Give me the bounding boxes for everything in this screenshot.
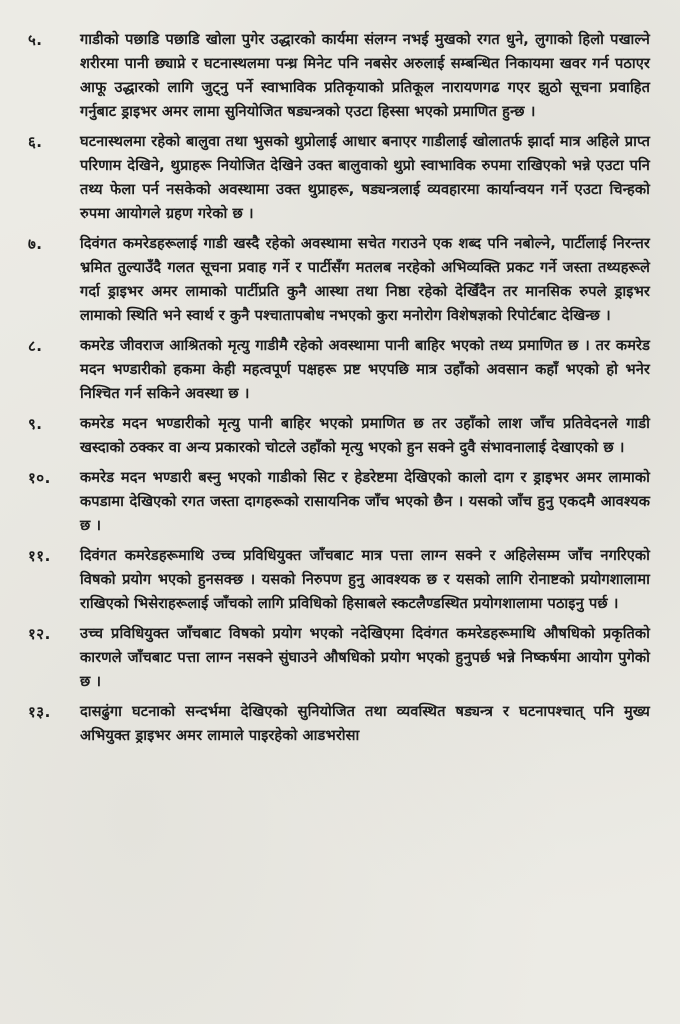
list-item (28, 466, 650, 538)
item-text: दिवंगत कमरेडहरूमाथि उच्च प्रविधियुक्त जाँचबाट मात्र पत्ता लाग्न सक्ने र अहिलेसम्म जाँच नगरिएको विषको प्रयोग भएको हुनसक्छ । यसको निरुपण हुनु आवश्यक छ र यसको लागि रोनाष्टको प्रयोगशालामा राखिएको भिसेराहरूलाई जाँचको लागि प्रविधिको हिसाबले स्कटलैण्डस्थित प्रयोगशालामा पठाइनु पर्छ । (80, 547, 650, 612)
list-item (28, 412, 650, 460)
item-text: गाडीको पछाडि पछाडि खोला पुगेर उद्धारको कार्यमा संलग्न नभई मुखको रगत धुने, लुगाको हिलो पखाल्ने शरीरमा पानी छ्याप्ने र घटनास्थलमा पन्ध्र मिनेट पनि नबसेर अरुलाई सम्बन्धित निकायमा खवर गर्न पठाएर आफू उद्धारको लागि जुट्नु पर्ने स्वाभाविक प्रतिकृयाको प्रतिकूल नारायणगढ गएर झुठो सूचना प्रवाहित गर्नुबाट ड्राइभर अमर लामा सुनियोजित षड्यन्त्रको एउटा हिस्सा भएको प्रमाणित हुन्छ । (80, 31, 650, 120)
item-number: ५. (28, 31, 43, 49)
list-item (28, 28, 650, 124)
list-item (28, 130, 650, 226)
item-number: १३. (28, 703, 51, 721)
item-number: १०. (28, 469, 51, 487)
list-item (28, 622, 650, 694)
list-item (28, 232, 650, 328)
item-number: १२. (28, 625, 51, 643)
item-number: ९. (28, 415, 43, 433)
item-text: कमरेड मदन भण्डारी बस्नु भएको गाडीको सिट र हेडरेष्टमा देखिएको कालो दाग र ड्राइभर अमर लामाको कपडामा देखिएको रगत जस्ता दागहरूको रासायनिक जाँच भएको छैन । यसको जाँच हुनु एकदमै आवश्यक छ । (80, 469, 650, 534)
numbered-findings-list (28, 28, 650, 748)
item-text: दिवंगत कमरेडहरूलाई गाडी खस्दै रहेको अवस्थामा सचेत गराउने एक शब्द पनि नबोल्ने, पार्टीलाई निरन्तर भ्रमित तुल्याउँदै गलत सूचना प्रवाह गर्ने र पार्टीसँग मतलब नरहेको अभिव्यक्ति प्रकट गर्ने जस्ता तथ्यहरूले गर्दा ड्राइभर अमर लामाको पार्टीप्रति कुनै आस्था तथा निष्ठा रहेको देखिँदैन तर मानसिक रुपले ड्राइभर लामाको स्थिति भने स्वार्थ र कुनै पश्चातापबोध नभएको कुरा मनोरोग विशेषज्ञको रिपोर्टबाट देखिन्छ । (80, 235, 650, 324)
item-text: कमरेड मदन भण्डारीको मृत्यु पानी बाहिर भएको प्रमाणित छ तर उहाँको लाश जाँच प्रतिवेदनले गाडी खस्दाको ठक्कर वा अन्य प्रकारको चोटले उहाँको मृत्यु भएको हुन सक्ने दुवै संभावनालाई देखाएको छ । (80, 415, 650, 456)
list-item (28, 334, 650, 406)
item-number: ८. (28, 337, 43, 355)
item-text: दासढुंगा घटनाको सन्दर्भमा देखिएको सुनियोजित तथा व्यवस्थित षड्यन्त्र र घटनापश्चात् पनि मुख्य अभियुक्त ड्राइभर अमर लामाले पाइरहेको आडभरोसा (80, 703, 650, 744)
item-text: घटनास्थलमा रहेको बालुवा तथा भुसको थुप्रोलाई आधार बनाएर गाडीलाई खोलातर्फ झार्दा मात्र अहिले प्राप्त परिणाम देखिने, थुप्राहरू नियोजित देखिने उक्त बालुवाको थुप्रो स्वाभाविक रुपमा राखिएको भन्ने एउटा पनि तथ्य फेला पर्न नसकेको अवस्थामा उक्त थुप्राहरू, षड्यन्त्रलाई व्यवहारमा कार्यान्वयन गर्ने एउटा चिन्हको रुपमा आयोगले ग्रहण गरेको छ । (80, 133, 650, 222)
item-number: ११. (28, 547, 51, 565)
list-item (28, 544, 650, 616)
item-text: उच्च प्रविधियुक्त जाँचबाट विषको प्रयोग भएको नदेखिएमा दिवंगत कमरेडहरूमाथि औषधिको प्रकृतिको कारणले जाँचबाट पत्ता लाग्न नसक्ने सुंघाउने औषधिको प्रयोग भएको हुनुपर्छ भन्ने निष्कर्षमा आयोग पुगेको छ । (80, 625, 650, 690)
list-item (28, 700, 650, 748)
item-text: कमरेड जीवराज आश्रितको मृत्यु गाडीमै रहेको अवस्थामा पानी बाहिर भएको तथ्य प्रमाणित छ । तर कमरेड मदन भण्डारीको हकमा केही महत्वपूर्ण पक्षहरू प्रष्ट भएपछि मात्र उहाँको अवसान कहाँ भएको हो भनेर निश्चित गर्न सकिने अवस्था छ । (80, 337, 650, 402)
item-number: ७. (28, 235, 43, 253)
item-number: ६. (28, 133, 43, 151)
